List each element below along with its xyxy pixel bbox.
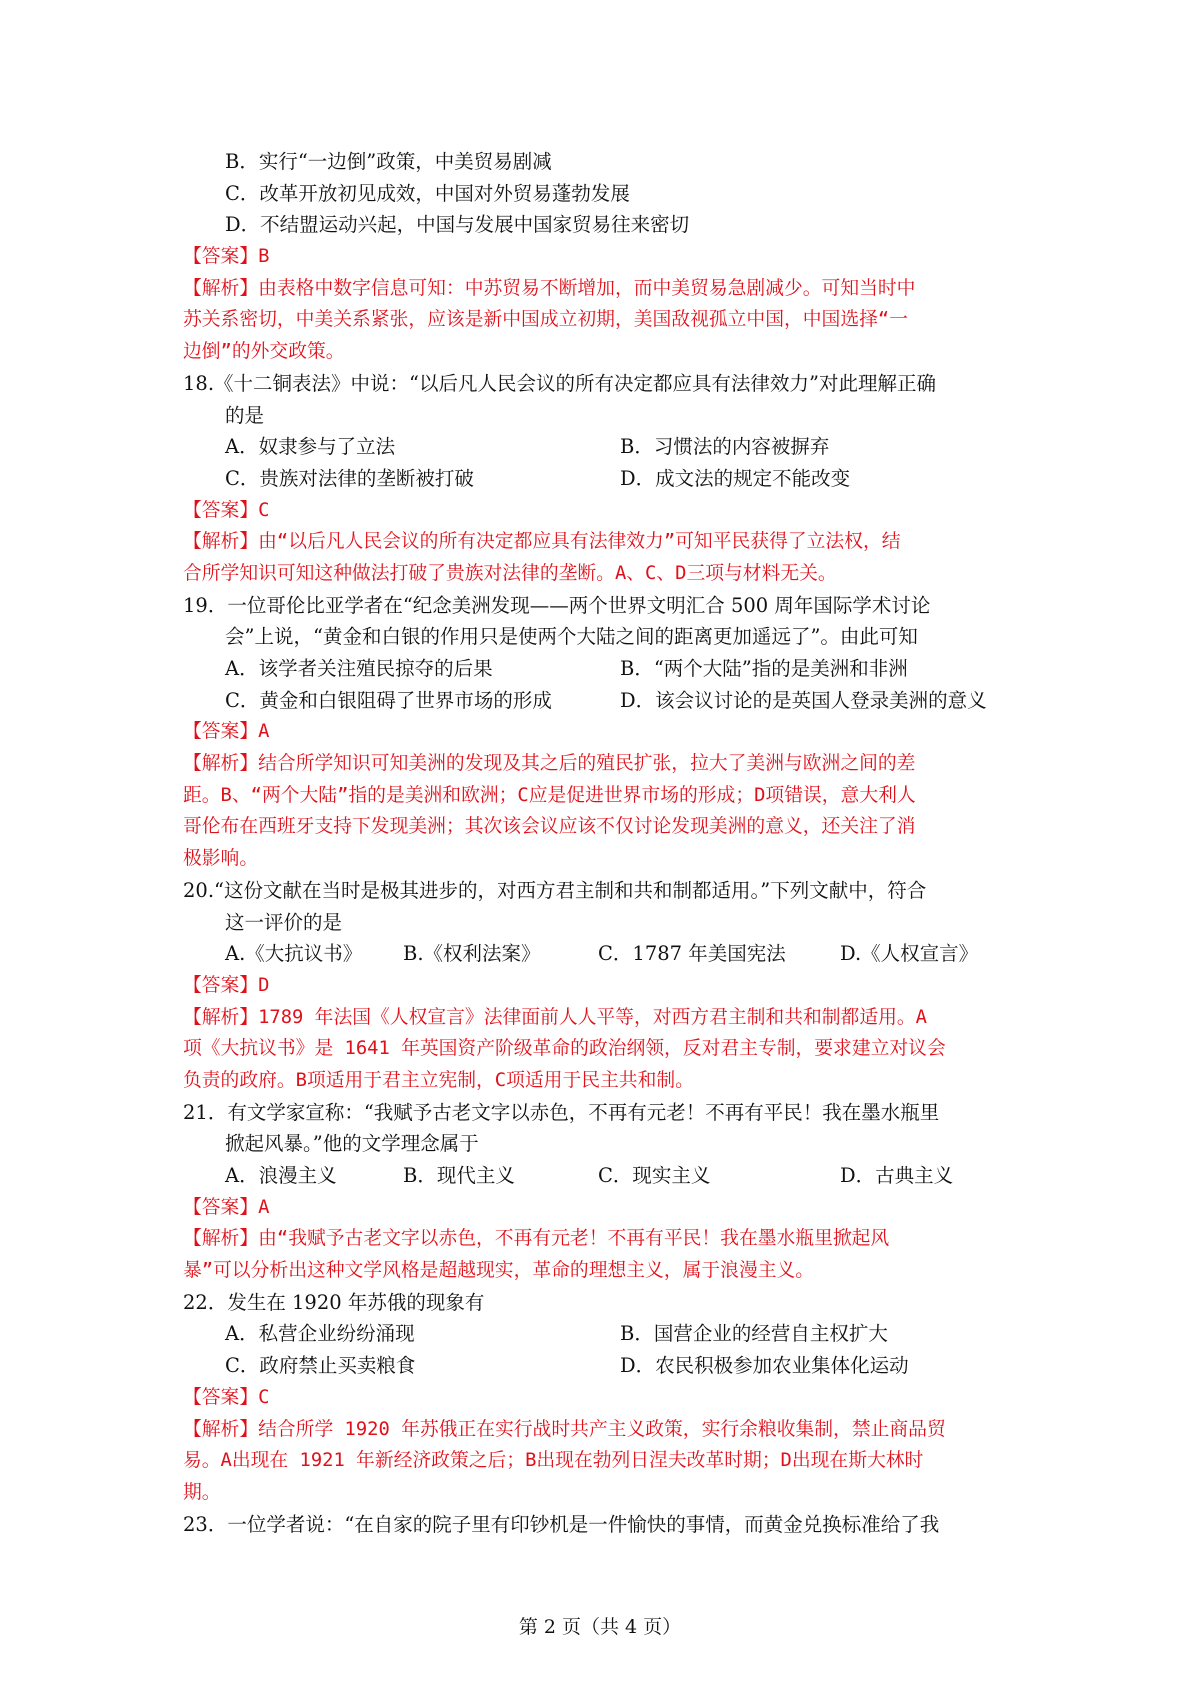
q20-stem: 20.“这份文献在当时是极其进步的，对西方君主制和共和制都适用。”下列文献中，符合 — [183, 878, 927, 902]
q17-answer: 【答案】B — [183, 246, 270, 268]
q18-stem: 18.《十二铜表法》中说：“以后凡人民会议的所有决定都应具有法律效力”对此理解正确 — [183, 371, 936, 395]
q18-option-b: B．习惯法的内容被摒弃 — [620, 435, 830, 459]
q18-stem-cont: 的是 — [225, 403, 265, 427]
q19-option-c: C．黄金和白银阻碍了世界市场的形成 — [225, 688, 552, 712]
q18-analysis-line: 合所学知识可知这种做法打破了贵族对法律的垄断。A、C、D三项与材料无关。 — [183, 562, 837, 584]
q18-options-row — [183, 463, 1028, 495]
q20-analysis-line: 负责的政府。B项适用于君主立宪制，C项适用于民主共和制。 — [183, 1069, 694, 1091]
q19-stem: 19．一位哥伦比亚学者在“纪念美洲发现——两个世界文明汇合 500 周年国际学术讨论 — [183, 593, 931, 617]
q22-analysis-line: 期。 — [183, 1481, 221, 1503]
q19-analysis-line: 极影响。 — [183, 848, 259, 870]
q20-analysis-line: 项《大抗议书》是 1641 年英国资产阶级革命的政治纲领，反对君主专制，要求建立对议会 — [183, 1038, 946, 1060]
q22-options-row — [183, 1318, 1028, 1350]
q18-option-a: A．奴隶参与了立法 — [225, 435, 396, 459]
q20-option-d: D.《人权宣言》 — [840, 942, 979, 966]
q20-options-row — [183, 938, 1028, 970]
q21-analysis-line: 暴”可以分析出这种文学风格是超越现实，革命的理想主义，属于浪漫主义。 — [183, 1260, 815, 1282]
q22-stem: 22．发生在 1920 年苏俄的现象有 — [183, 1290, 485, 1314]
q17-option-d: D．不结盟运动兴起，中国与发展中国家贸易往来密切 — [225, 213, 690, 237]
q21-options-row — [183, 1160, 1028, 1192]
q19-analysis-line: 【解析】结合所学知识可知美洲的发现及其之后的殖民扩张，拉大了美洲与欧洲之间的差 — [183, 753, 916, 775]
q18-options-row — [183, 431, 1028, 463]
q21-stem-cont: 掀起风暴。”他的文学理念属于 — [225, 1132, 479, 1156]
q21-analysis-line: 【解析】由“我赋予古老文字以赤色，不再有元老！不再有平民！我在墨水瓶里掀起风 — [183, 1228, 890, 1250]
q21-stem: 21．有文学家宣称：“我赋予古老文字以赤色，不再有元老！不再有平民！我在墨水瓶里 — [183, 1100, 940, 1124]
q19-options-row — [183, 685, 1028, 717]
q20-analysis-line: 【解析】1789 年法国《人权宣言》法律面前人人平等，对西方君主制和共和制都适用。A — [183, 1006, 927, 1028]
q18-analysis-line: 【解析】由“以后凡人民会议的所有决定都应具有法律效力”可知平民获得了立法权，结 — [183, 531, 901, 553]
q17-analysis-line: 苏关系密切，中美关系紧张，应该是新中国成立初期，美国敌视孤立中国，中国选择“一 — [183, 309, 908, 331]
q22-answer: 【答案】C — [183, 1386, 270, 1408]
q18-option-c: C．贵族对法律的垄断被打破 — [225, 466, 474, 490]
q19-analysis-line: 距。B、“两个大陆”指的是美洲和欧洲；C应是促进世界市场的形成；D项错误，意大利人 — [183, 784, 916, 806]
q20-option-b: B.《权利法案》 — [403, 942, 541, 966]
q18-answer: 【答案】C — [183, 499, 270, 521]
q19-analysis-line: 哥伦布在西班牙支持下发现美洲；其次该会议应该不仅讨论发现美洲的意义，还关注了消 — [183, 816, 916, 838]
q19-stem-cont: 会”上说，“黄金和白银的作用只是使两个大陆之间的距离更加遥远了”。由此可知 — [225, 625, 918, 649]
q22-analysis-line: 【解析】结合所学 1920 年苏俄正在实行战时共产主义政策，实行余粮收集制，禁止商品贸 — [183, 1418, 946, 1440]
q23-stem: 23．一位学者说：“在自家的院子里有印钞机是一件愉快的事情，而黄金兑换标准给了我 — [183, 1512, 940, 1536]
page-footer: 第 2 页（共 4 页） — [518, 1616, 682, 1638]
q20-stem-cont: 这一评价的是 — [225, 910, 343, 934]
q20-answer: 【答案】D — [183, 974, 270, 996]
q20-option-a: A.《大抗议书》 — [225, 942, 363, 966]
q17-analysis-line: 边倒”的外交政策。 — [183, 341, 345, 363]
q17-option-c: C．改革开放初见成效，中国对外贸易蓬勃发展 — [225, 181, 630, 205]
q22-options-row — [183, 1350, 1028, 1382]
q21-option-d: D．古典主义 — [840, 1164, 954, 1187]
q21-option-b: B．现代主义 — [403, 1164, 515, 1187]
q22-analysis-line: 易。A出现在 1921 年新经济政策之后；B出现在勃列日涅夫改革时期；D出现在斯大林时 — [183, 1450, 924, 1472]
q21-option-c: C．现实主义 — [598, 1164, 711, 1187]
q18-option-d: D．成文法的规定不能改变 — [620, 466, 851, 490]
q17-option-b: B．实行“一边倒”政策，中美贸易剧减 — [225, 150, 552, 173]
q19-option-b: B．“两个大陆”指的是美洲和非洲 — [620, 657, 908, 680]
q17-analysis-line: 【解析】由表格中数字信息可知：中苏贸易不断增加，而中美贸易急剧减少。可知当时中 — [183, 277, 916, 299]
q19-option-d: D．该会议讨论的是英国人登录美洲的意义 — [620, 688, 987, 712]
q19-option-a: A．该学者关注殖民掠夺的后果 — [225, 657, 493, 680]
q20-option-c: C．1787 年美国宪法 — [598, 942, 786, 966]
q22-option-d: D．农民积极参加农业集体化运动 — [620, 1354, 909, 1378]
q22-option-c: C．政府禁止买卖粮食 — [225, 1354, 416, 1378]
page-content — [183, 146, 1028, 1540]
q22-option-a: A．私营企业纷纷涌现 — [225, 1322, 415, 1346]
q21-option-a: A．浪漫主义 — [225, 1164, 337, 1187]
q22-option-b: B．国营企业的经营自主权扩大 — [620, 1322, 888, 1346]
q21-answer: 【答案】A — [183, 1196, 270, 1218]
q19-answer: 【答案】A — [183, 721, 270, 743]
q19-options-row — [183, 653, 1028, 685]
